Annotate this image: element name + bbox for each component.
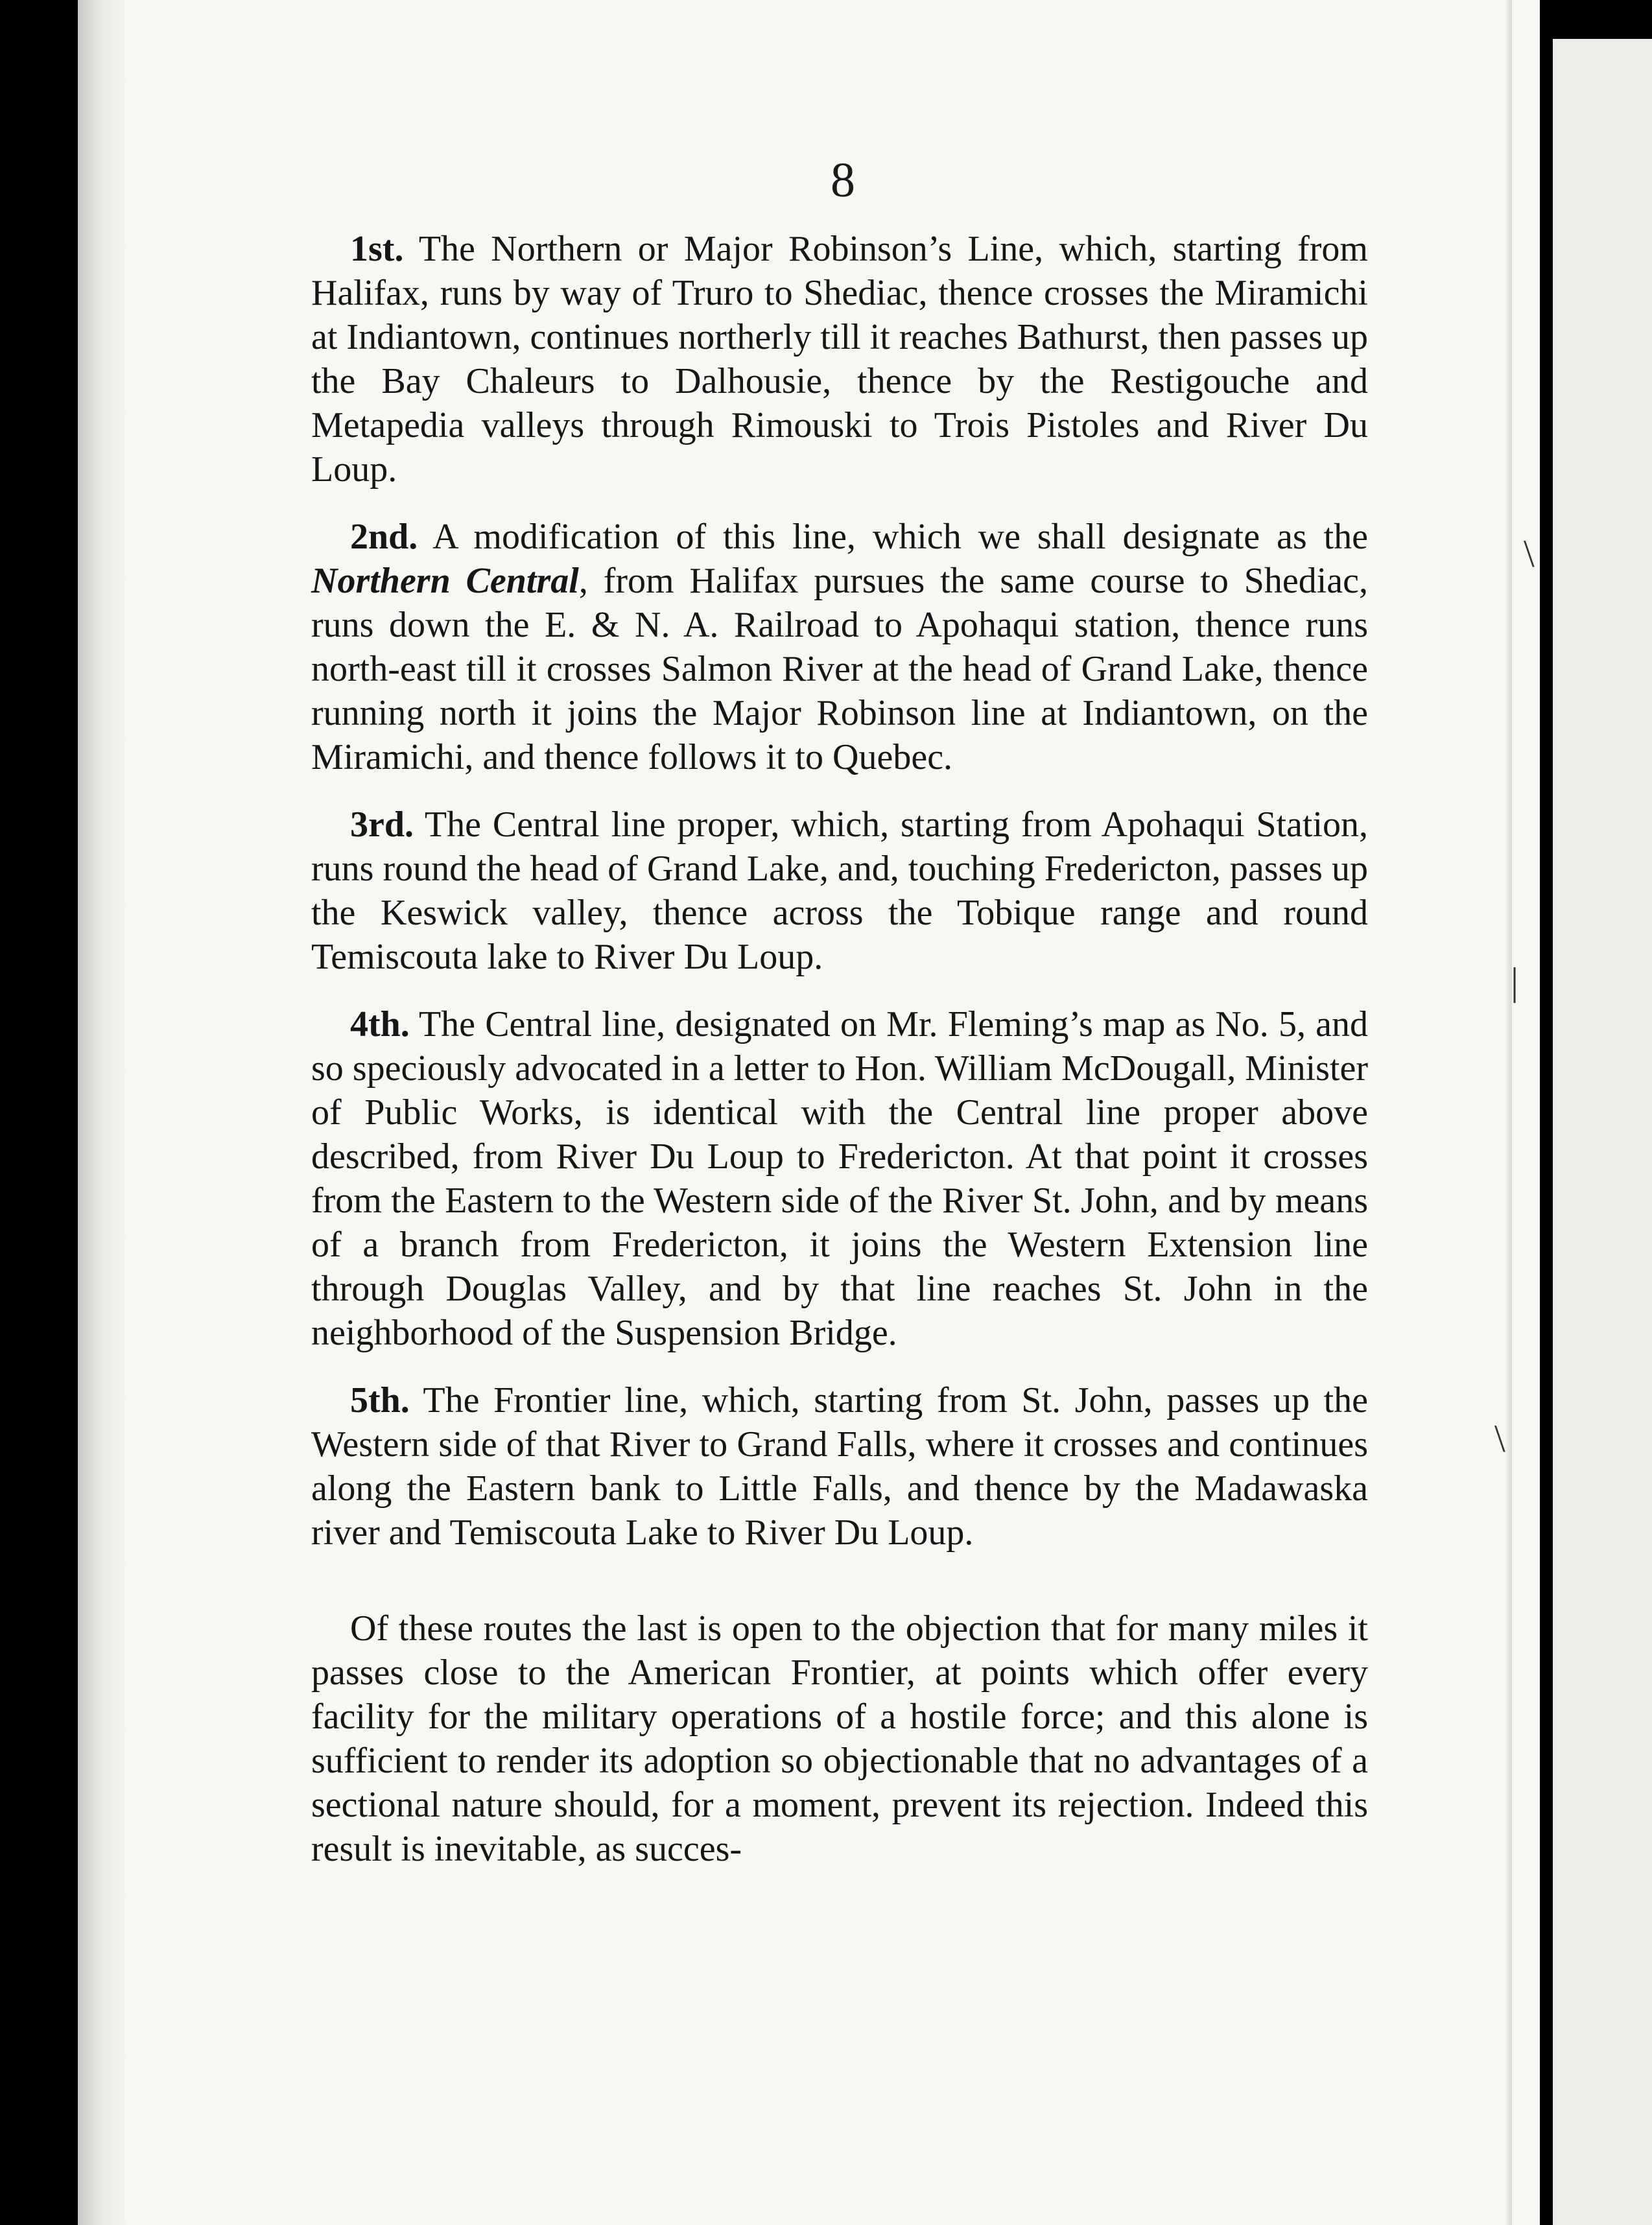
scan-gutter — [1540, 0, 1553, 2225]
paragraph-number: 4th. — [350, 1004, 410, 1044]
margin-mark: \ — [1494, 1417, 1505, 1460]
page-fold-shadow — [78, 0, 130, 2225]
paragraph-1 — [311, 227, 1368, 491]
scan-left-border — [0, 0, 78, 2225]
paragraph-5 — [311, 1378, 1368, 1555]
paragraph-text: The Northern or Major Robinson’s Line, which, starting from Halifax, runs by way of Truro to Shediac, thence crosses the Miramichi at Indiantown, continues northerly till it reaches Bathurst, then passes up the Bay Chaleurs to Dalhousie, thence by the Restigouche and Metapedia valleys through Rimouski to Trois Pistoles and River Du Loup. — [311, 229, 1368, 489]
paragraph-number: 2nd. — [350, 517, 418, 557]
margin-mark: \ — [1524, 532, 1535, 575]
paragraph-number: 5th. — [350, 1380, 410, 1420]
paragraph-number: 1st. — [350, 229, 404, 269]
paragraph-text: A modification of this line, which we shall designate as the — [418, 517, 1368, 557]
paragraph-number: 3rd. — [350, 805, 414, 845]
page-number: 8 — [831, 153, 855, 207]
paragraph-6 — [311, 1607, 1368, 1871]
page-right-edge — [1504, 0, 1512, 2225]
paragraph-text: The Central line, designated on Mr. Fleming’s map as No. 5, and so speciously advocated in a letter to Hon. William McDougall, Minister of Public Works, is identical with the Central line proper above described, from River Du Loup to Fredericton. At that point it crosses from the Eastern to the Western side of the River St. John, and by means of a branch from Fredericton, it joins the Western Extension line through Douglas Valley, and by that line reaches St. John in the neighborhood of the Suspension Bridge. — [311, 1004, 1368, 1353]
paragraph-4 — [311, 1002, 1368, 1355]
paragraph-3 — [311, 803, 1368, 979]
paragraph-text: The Frontier line, which, starting from St. John, passes up the Western side of that River to Grand Falls, where it crosses and continues along the Eastern bank to Little Falls, and thence by the Madawaska river and Temiscouta Lake to River Du Loup. — [311, 1380, 1368, 1553]
paragraph-text: The Central line proper, which, starting from Apohaqui Station, runs round the head of Grand Lake, and, touching Fredericton, passes up the Keswick valley, thence across the Tobique range and round Temiscouta lake to River Du Loup. — [311, 805, 1368, 977]
margin-mark: | — [1511, 960, 1519, 1003]
body-text — [311, 227, 1368, 1894]
paragraph-text: Of these routes the last is open to the objection that for many miles it passes close to the American Frontier, at points which offer every facility for the military operations of a hostile force; and this alone is sufficient to render its adoption so objectionable that no advantages of a sectional nature should, for a moment, prevent its rejection. Indeed this result is inevitable, as succes- — [311, 1608, 1368, 1869]
paragraph-2 — [311, 515, 1368, 779]
scan-top-border-right — [1553, 0, 1652, 39]
italic-term: Northern Central — [311, 561, 579, 601]
adjacent-page-edge — [1553, 39, 1652, 2225]
paragraph-text: , from Halifax pursues the same course to Shediac, runs down the E. & N. A. Railroad to Apohaqui station, thence runs north-east till it crosses Salmon River at the head of Grand Lake, thence running north it joins the Major Robinson line at Indiantown, on the Miramichi, and thence follows it to Quebec. — [311, 561, 1368, 777]
